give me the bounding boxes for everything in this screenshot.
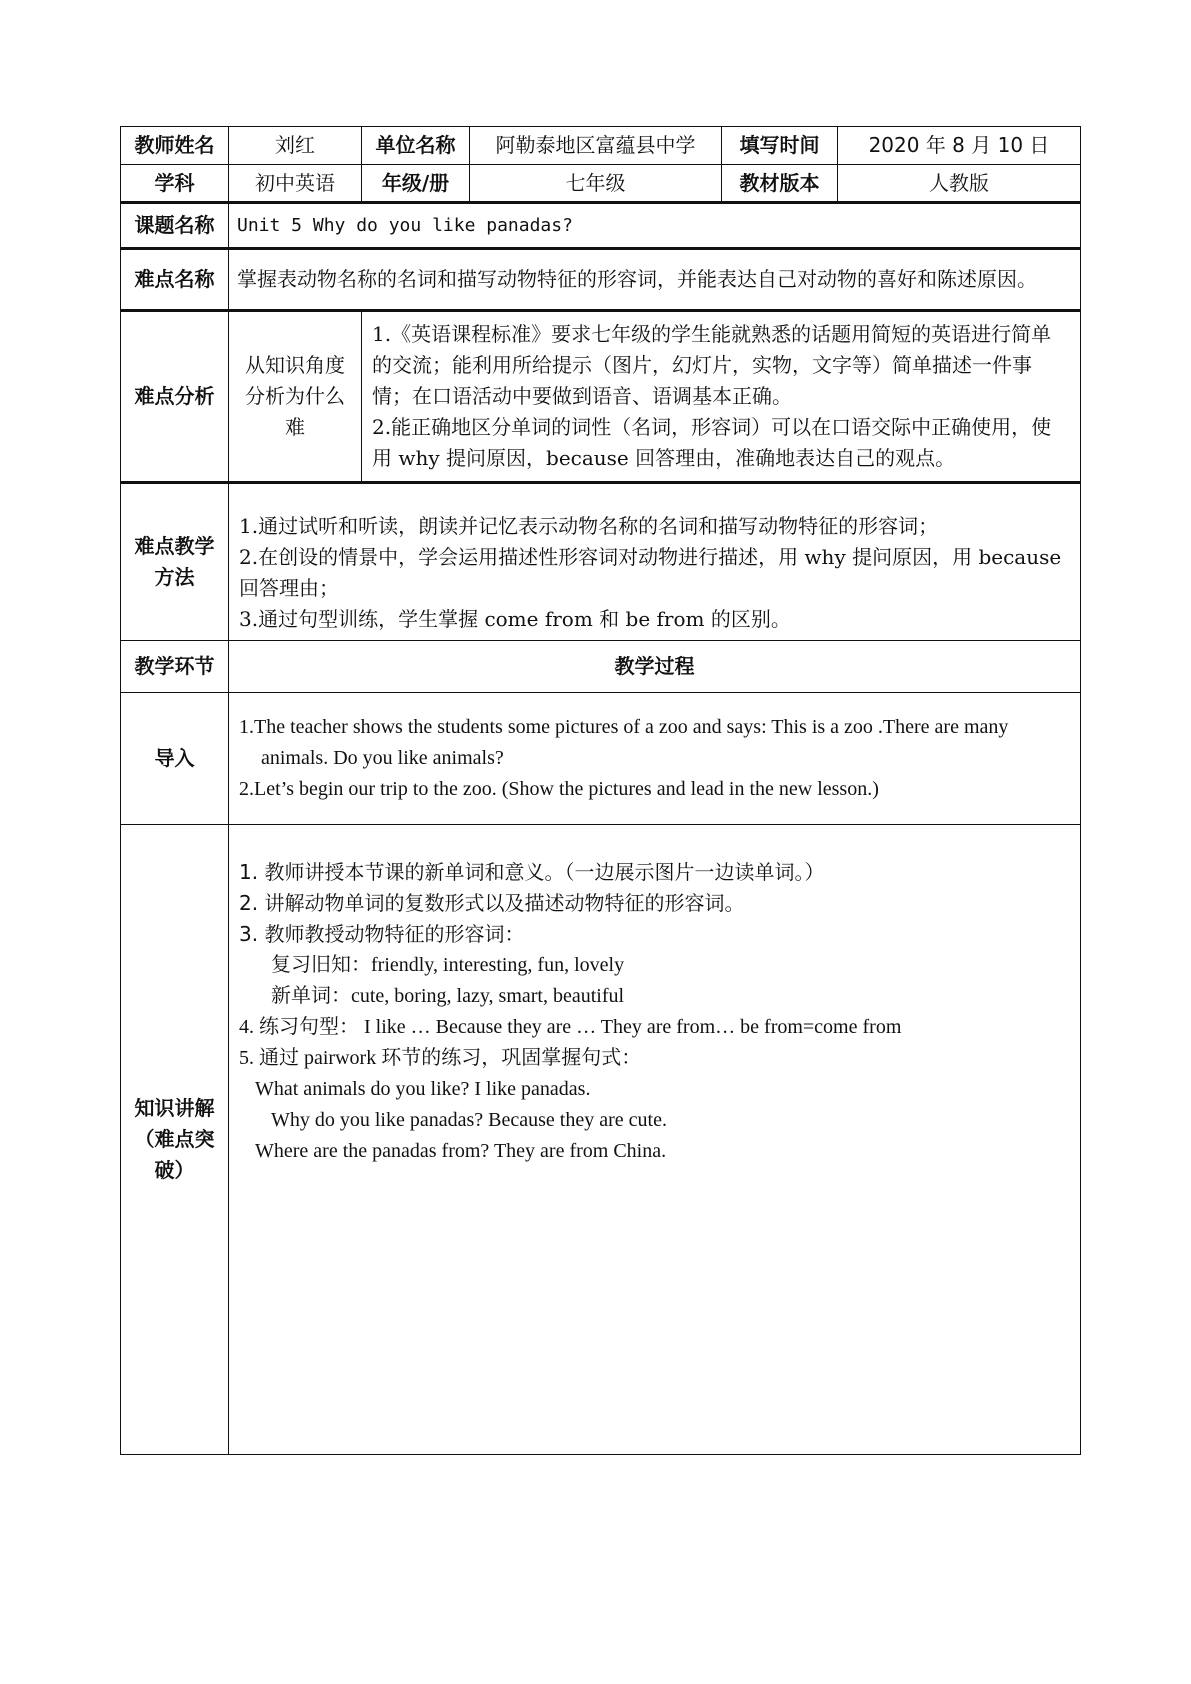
analysis-point-1: 1.《英语课程标准》要求七年级的学生能就熟悉的话题用简短的英语进行简单的交流；能利用所给提示（图片，幻灯片，实物，文字等）简单描述一件事情；在口语活动中要做到语音、语调基本正确。 bbox=[372, 322, 1052, 408]
method-point-2: 2.在创设的情景中，学会运用描述性形容词对动物进行描述，用 why 提问原因，用 because 回答理由； bbox=[239, 545, 1062, 600]
header-row-2 bbox=[121, 165, 1081, 203]
knowledge-line-9: Why do you like panadas? Because they are cute. bbox=[271, 1109, 667, 1131]
analysis-row bbox=[121, 311, 1081, 483]
analysis-sub-label: 从知识角度分析为什么难 bbox=[229, 311, 362, 483]
knowledge-label: 知识讲解（难点突破） bbox=[121, 825, 229, 1455]
knowledge-line-1: 1. 教师讲授本节课的新单词和意义。（一边展示图片一边读单词。） bbox=[239, 860, 825, 884]
difficulty-label: 难点名称 bbox=[121, 249, 229, 311]
grade-label: 年级/册 bbox=[362, 165, 470, 203]
edition-label: 教材版本 bbox=[722, 165, 838, 203]
process-header-row bbox=[121, 641, 1081, 693]
knowledge-line-3: 3. 教师教授动物特征的形容词： bbox=[239, 922, 525, 946]
edition-value: 人教版 bbox=[838, 165, 1081, 203]
analysis-point-2: 2.能正确地区分单词的词性（名词，形容词）可以在口语交际中正确使用，使用 why 提问原因，because 回答理由，准确地表达自己的观点。 bbox=[372, 415, 1052, 470]
knowledge-content bbox=[229, 825, 1081, 1455]
intro-row bbox=[121, 693, 1081, 825]
date-label: 填写时间 bbox=[722, 127, 838, 165]
method-row bbox=[121, 483, 1081, 641]
knowledge-row bbox=[121, 825, 1081, 1455]
method-content bbox=[229, 483, 1081, 641]
date-value: 2020 年 8 月 10 日 bbox=[838, 127, 1081, 165]
knowledge-line-2: 2. 讲解动物单词的复数形式以及描述动物特征的形容词。 bbox=[239, 891, 745, 915]
topic-value: Unit 5 Why do you like panadas? bbox=[229, 203, 1081, 249]
lesson-plan-sheet bbox=[120, 126, 1080, 1455]
subject-label: 学科 bbox=[121, 165, 229, 203]
intro-line-1: 1.The teacher shows the students some pictures of a zoo and says: This is a zoo .There are many bbox=[239, 716, 1009, 738]
grade-value: 七年级 bbox=[470, 165, 722, 203]
lesson-plan-table bbox=[120, 126, 1081, 1455]
knowledge-line-5: 新单词：cute, boring, lazy, smart, beautiful bbox=[271, 985, 625, 1007]
difficulty-value: 掌握表动物名称的名词和描写动物特征的形容词，并能表达自己对动物的喜好和陈述原因。 bbox=[229, 249, 1081, 311]
teacher-label: 教师姓名 bbox=[121, 127, 229, 165]
knowledge-line-4: 复习旧知：friendly, interesting, fun, lovely bbox=[271, 954, 625, 976]
process-label: 教学过程 bbox=[229, 641, 1081, 693]
intro-line-2: 2.Let’s begin our trip to the zoo. (Show the pictures and lead in the new lesson.) bbox=[239, 778, 879, 800]
unit-label: 单位名称 bbox=[362, 127, 470, 165]
method-label: 难点教学方法 bbox=[121, 483, 229, 641]
difficulty-row bbox=[121, 249, 1081, 311]
teacher-value: 刘红 bbox=[229, 127, 362, 165]
analysis-label: 难点分析 bbox=[121, 311, 229, 483]
intro-content bbox=[229, 693, 1081, 825]
intro-label: 导入 bbox=[121, 693, 229, 825]
header-row-1 bbox=[121, 127, 1081, 165]
process-step-label: 教学环节 bbox=[121, 641, 229, 693]
knowledge-line-7: 5. 通过 pairwork 环节的练习，巩固掌握句式： bbox=[239, 1047, 642, 1069]
subject-value: 初中英语 bbox=[229, 165, 362, 203]
topic-label: 课题名称 bbox=[121, 203, 229, 249]
topic-row bbox=[121, 203, 1081, 249]
analysis-content bbox=[362, 311, 1081, 483]
knowledge-line-10: Where are the panadas from? They are from China. bbox=[255, 1140, 667, 1162]
method-point-3: 3.通过句型训练，学生掌握 come from 和 be from 的区别。 bbox=[239, 607, 791, 631]
knowledge-line-6: 4. 练习句型： I like … Because they are … They are from… be from=come from bbox=[239, 1016, 902, 1038]
method-point-1: 1.通过试听和听读，朗读并记忆表示动物名称的名词和描写动物特征的形容词； bbox=[239, 514, 939, 538]
intro-line-1b: animals. Do you like animals? bbox=[261, 747, 504, 769]
unit-value: 阿勒泰地区富蕴县中学 bbox=[470, 127, 722, 165]
knowledge-line-8: What animals do you like? I like panadas. bbox=[255, 1078, 591, 1100]
